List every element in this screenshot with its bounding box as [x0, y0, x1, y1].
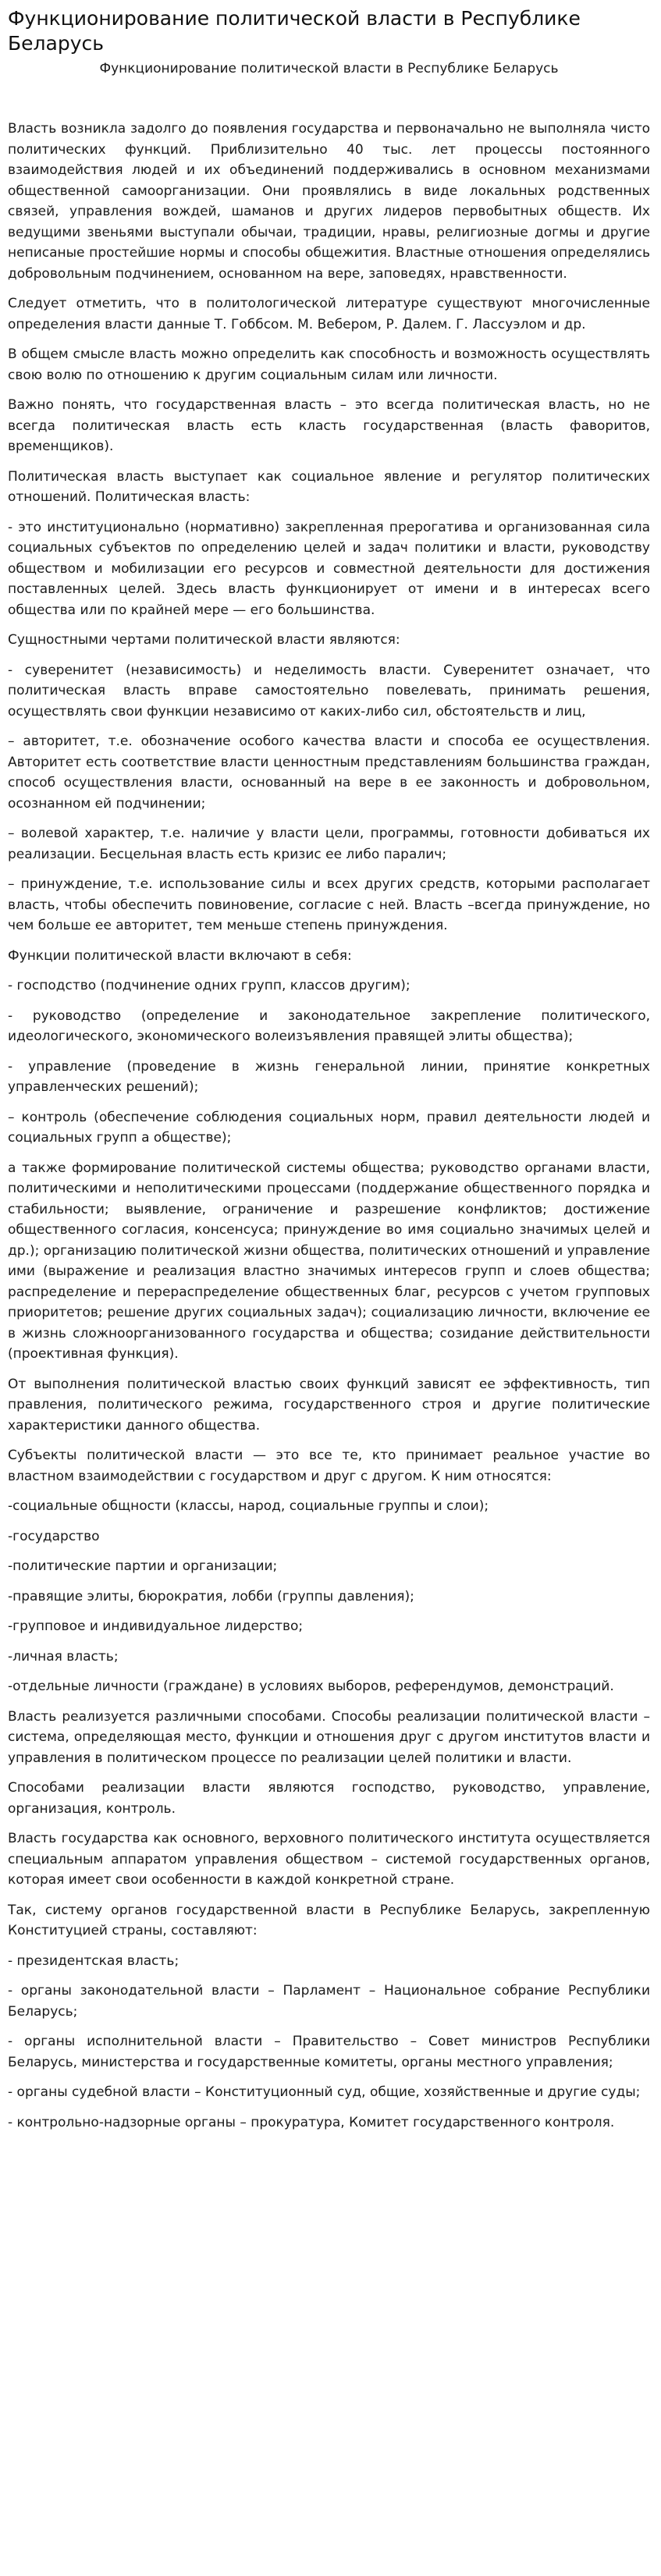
paragraph: Власть возникла задолго до появления государства и первоначально не выполняла чисто политических функций. Приблизительно 40 тыс. лет процессы постоянного взаимодействия людей и их объединений поддерживались в основном механизмами общественной самоорганизации. Они проявлялись в виде локальных родственных связей, управления вождей, шаманов и других лидеров первобытных обществ. Их ведущими звеньями выступали обычаи, традиции, нравы, религиозные догмы и другие неписаные простейшие нормы и способы общежития. Властные отношения определялись добровольным подчинением, основанном на вере, заповедях, нравственности. [8, 121, 650, 282]
paragraph: Так, систему органов государственной власти в Республике Беларусь, закрепленную Конституцией страны, составляют: [8, 1902, 650, 1938]
list-item: - руководство (определение и законодательное закрепление политического, идеологического, экономического волеизъявления правящей элиты общества); [8, 1007, 650, 1044]
list-item: -групповое и индивидуальное лидерство; [8, 1618, 304, 1634]
list-item: - органы судебной власти – Конституционный суд, общие, хозяйственные и другие суды; [8, 2084, 641, 2100]
list-item: - органы исполнительной власти – Правительство – Совет министров Республики Беларусь, министерства и государственные комитеты, органы местного управления; [8, 2034, 650, 2070]
paragraph: - это институционально (нормативно) закрепленная прерогатива и организованная сила социальных субъектов по определению целей и задач политики и власти, руководству обществом и мобилизации его ресурсов и совместной деятельности для достижения поставленных целей. Здесь власть функционирует от имени и в интересах всего общества или по крайней мере — его большинства. [8, 519, 650, 618]
page-subtitle: Функционирование политической власти в Республике Беларусь [99, 61, 559, 76]
list-item: - суверенитет (независимость) и неделимость власти. Суверенитет означает, что политическая власть вправе самостоятельно повелевать, принимать решения, осуществлять свои функции независимо от каких-либо сил, обстоятельств и лиц, [8, 662, 650, 720]
paragraph: Политическая власть выступает как социальное явление и регулятор политических отношений. Политическая власть: [8, 468, 650, 505]
list-item: – контроль (обеспечение соблюдения социальных норм, правил деятельности людей и социальных групп а обществе); [8, 1109, 650, 1146]
list-item: -личная власть; [8, 1648, 119, 1665]
paragraph: Власть государства как основного, верховного политического института осуществляется специальным аппаратом управления обществом – системой государственных органов, которая имеет свои особенности в каждой конкретной стране. [8, 1831, 650, 1888]
paragraph: Власть реализуется различными способами. Способы реализации политической власти – система, определяющая место, функции и отношения друг с другом институтов власти и управления в политическом процессе по реализации целей политики и власти. [8, 1708, 650, 1766]
paragraph: Следует отметить, что в политологической литературе существуют многочисленные определения власти данные Т. Гоббсом. М. Вебером, Р. Далем. Г. Лассуэлом и др. [8, 296, 650, 332]
paragraph: Важно понять, что государственная власть – это всегда политическая власть, но не всегда политическая власть есть класть государственная (власть фаворитов, временщиков). [8, 397, 650, 454]
article-body [8, 119, 650, 2133]
paragraph: а также формирование политической системы общества; руководство органами власти, политическими и неполитическими процессами (поддержание общественного порядка и стабильности; выявление, ограничение и разрешение конфликтов; достижение общественного согласия, консенсуса; принуждение во имя социально значимых целей и др.); организацию политической жизни общества, политических отношений и управление ими (выражение и реализация властно значимых интересов групп и слоев общества; распределение и перераспределение общественных благ, ресурсов с учетом групповых приоритетов; решение других социальных задач); социализацию личности, включение ее в жизнь сложноорганизованного государства и общества; созидание действительности (проективная функция). [8, 1160, 650, 1362]
list-item: – принуждение, т.е. использование силы и всех других средств, которыми располагает власть, чтобы обеспечить повиновение, согласие с ней. Власть –всегда принуждение, но чем больше ее авторитет, тем меньше степень принуждения. [8, 876, 650, 933]
paragraph: Сущностными чертами политической власти являются: [8, 632, 400, 648]
paragraph: От выполнения политической властью своих функций зависят ее эффективность, тип правления, политического режима, государственного строя и другие политические характеристики данного общества. [8, 1376, 650, 1434]
list-item: -правящие элиты, бюрократия, лобби (группы давления); [8, 1588, 414, 1604]
list-item: - контрольно-надзорные органы – прокуратура, Комитет государственного контроля. [8, 2114, 615, 2130]
paragraph: Субъекты политической власти — это все те, кто принимает реальное участие во властном взаимодействии с государством и друг с другом. К ним относятся: [8, 1448, 650, 1484]
list-item: - управление (проведение в жизнь генеральной линии, принятие конкретных управленческих решений); [8, 1058, 650, 1095]
list-item: -политические партии и организации; [8, 1558, 278, 1574]
list-item: – волевой характер, т.е. наличие у власти цели, программы, готовности добиваться их реализации. Бесцельная власть есть кризис ее либо паралич; [8, 826, 650, 862]
list-item: - президентская власть; [8, 1952, 179, 1969]
list-item: - органы законодательной власти – Парламент – Национальное собрание Республики Беларусь; [8, 1983, 650, 2020]
list-item: -отдельные личности (граждане) в условиях выборов, референдумов, демонстраций. [8, 1679, 614, 1694]
page-title: Функционирование политической власти в Республике Беларусь [8, 7, 581, 55]
paragraph: Функции политической власти включают в себя: [8, 947, 352, 964]
list-item: - господство (подчинение одних групп, классов другим); [8, 978, 410, 993]
paragraph: Способами реализации власти являются господство, руководство, управление, организация, контроль. [8, 1780, 650, 1817]
list-item: -социальные общности (классы, народ, социальные группы и слои); [8, 1498, 489, 1514]
list-item: -государство [8, 1528, 100, 1544]
list-item: – авторитет, т.е. обозначение особого качества власти и способа ее осуществления. Авторитет есть соответствие власти ценностным представлениям большинства граждан, способ осуществления власти, основанный на вере в ее законность и добровольном, осознанном ей подчинении; [8, 734, 650, 812]
paragraph: В общем смысле власть можно определить как способность и возможность осуществлять свою волю по отношению к другим социальным силам или личности. [8, 346, 650, 383]
